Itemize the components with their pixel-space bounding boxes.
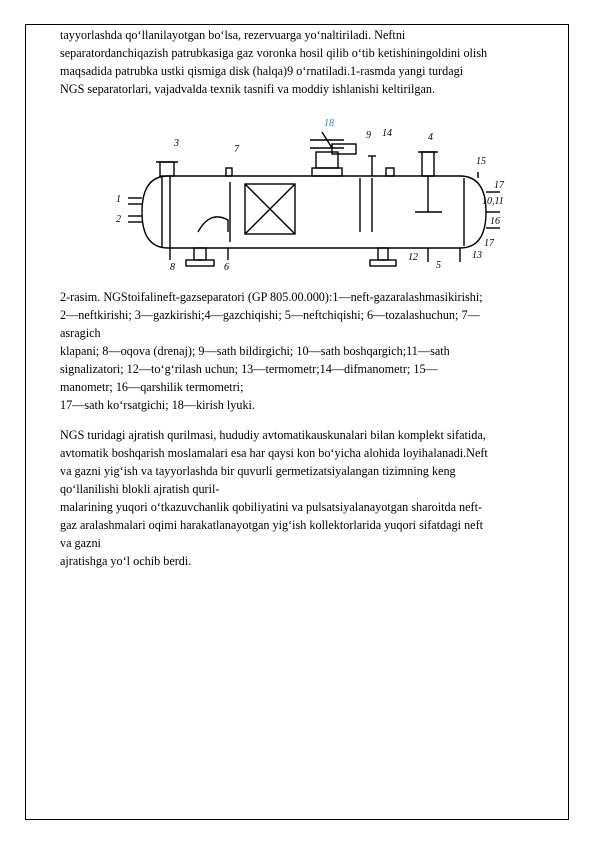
text-line: 17—sath ko‘rsatgichi; 18—kirish lyuki. <box>60 398 255 412</box>
text-line: separatordanchiqazish patrubkasiga gaz voronka hosil qilib o‘tib ketishiningoldini olish <box>60 46 488 60</box>
label-15: 15 <box>476 156 486 167</box>
text-line: tayyorlashda qo‘llanilayotgan bo‘lsa, rezervuarga yo‘naltiriladi. Neftni <box>60 28 406 42</box>
text-line: asragich <box>60 326 101 340</box>
body-paragraph <box>60 426 552 570</box>
text-line: gaz aralashmalari oqimi harakatlanayotgan yig‘ish kollektorlarida yuqori sifatdagi neft <box>60 518 484 532</box>
label-2: 2 <box>116 214 121 225</box>
text-line: 2-rasim. NGStoifalineft-gazseparatori (GP 805.00.000):1—neft-gazaralashmasikirishi; <box>60 290 483 304</box>
intro-paragraph <box>60 26 552 98</box>
text-line: avtomatik boshqarish moslamalari esa har qaysi kon bo‘yicha alohida loyihalanadi.Neft <box>60 446 488 460</box>
label-1: 1 <box>116 194 121 205</box>
label-3: 3 <box>174 138 179 149</box>
label-12: 12 <box>408 252 418 263</box>
figure-caption <box>60 288 552 414</box>
label-8: 8 <box>170 262 175 273</box>
text-line: va gazni yig‘ish va tayyorlashda bir quvurli germetizatsiyalangan tizimning keng <box>60 464 456 478</box>
text-line: signalizatori; 12—to‘g‘rilash uchun; 13—termometr;14—difmanometr; 15— <box>60 362 438 376</box>
label-5: 5 <box>436 260 441 271</box>
text-line: manometr; 16—qarshilik termometri; <box>60 380 244 394</box>
label-13: 13 <box>472 250 482 261</box>
label-9: 9 <box>366 130 371 141</box>
text-line: klapani; 8—oqova (drenaj); 9—sath bildirgichi; 10—sath boshqargich;11—sath <box>60 344 450 358</box>
label-17-top: 17 <box>494 180 504 191</box>
label-6: 6 <box>224 262 229 273</box>
text-line: NGS turidagi ajratish qurilmasi, hududiy avtomatikauskunalari bilan komplekt sifatida, <box>60 428 486 442</box>
text-line: malarining yuqori o‘tkazuvchanlik qobiliyatini va pulsatsiyalanayotgan sharoitda neft- <box>60 500 483 514</box>
text-line: va gazni <box>60 536 101 550</box>
text-line: maqsadida patrubka ustki qismiga disk (halqa)9 o‘rnatiladi.1-rasmda yangi turdagi <box>60 64 464 78</box>
label-16: 16 <box>490 216 500 227</box>
label-17-bottom: 17 <box>484 238 494 249</box>
text-line: ajratishga yo‘l ochib berdi. <box>60 554 192 568</box>
separator-diagram <box>110 112 510 282</box>
text-line: 2—neftkirishi; 3—gazkirishi;4—gazchiqishi; 5—neftchiqishi; 6—tozalashuchun; 7— <box>60 308 480 322</box>
label-18: 18 <box>324 118 334 129</box>
label-4: 4 <box>428 132 433 143</box>
text-line: qo‘llanilishi blokli ajratish quril- <box>60 482 220 496</box>
label-14: 14 <box>382 128 392 139</box>
text-line: NGS separatorlari, vajadvalda texnik tasnifi va moddiy ishlanishi keltirilgan. <box>60 82 436 96</box>
label-10-11: 10,11 <box>482 196 504 207</box>
label-7: 7 <box>234 144 239 155</box>
